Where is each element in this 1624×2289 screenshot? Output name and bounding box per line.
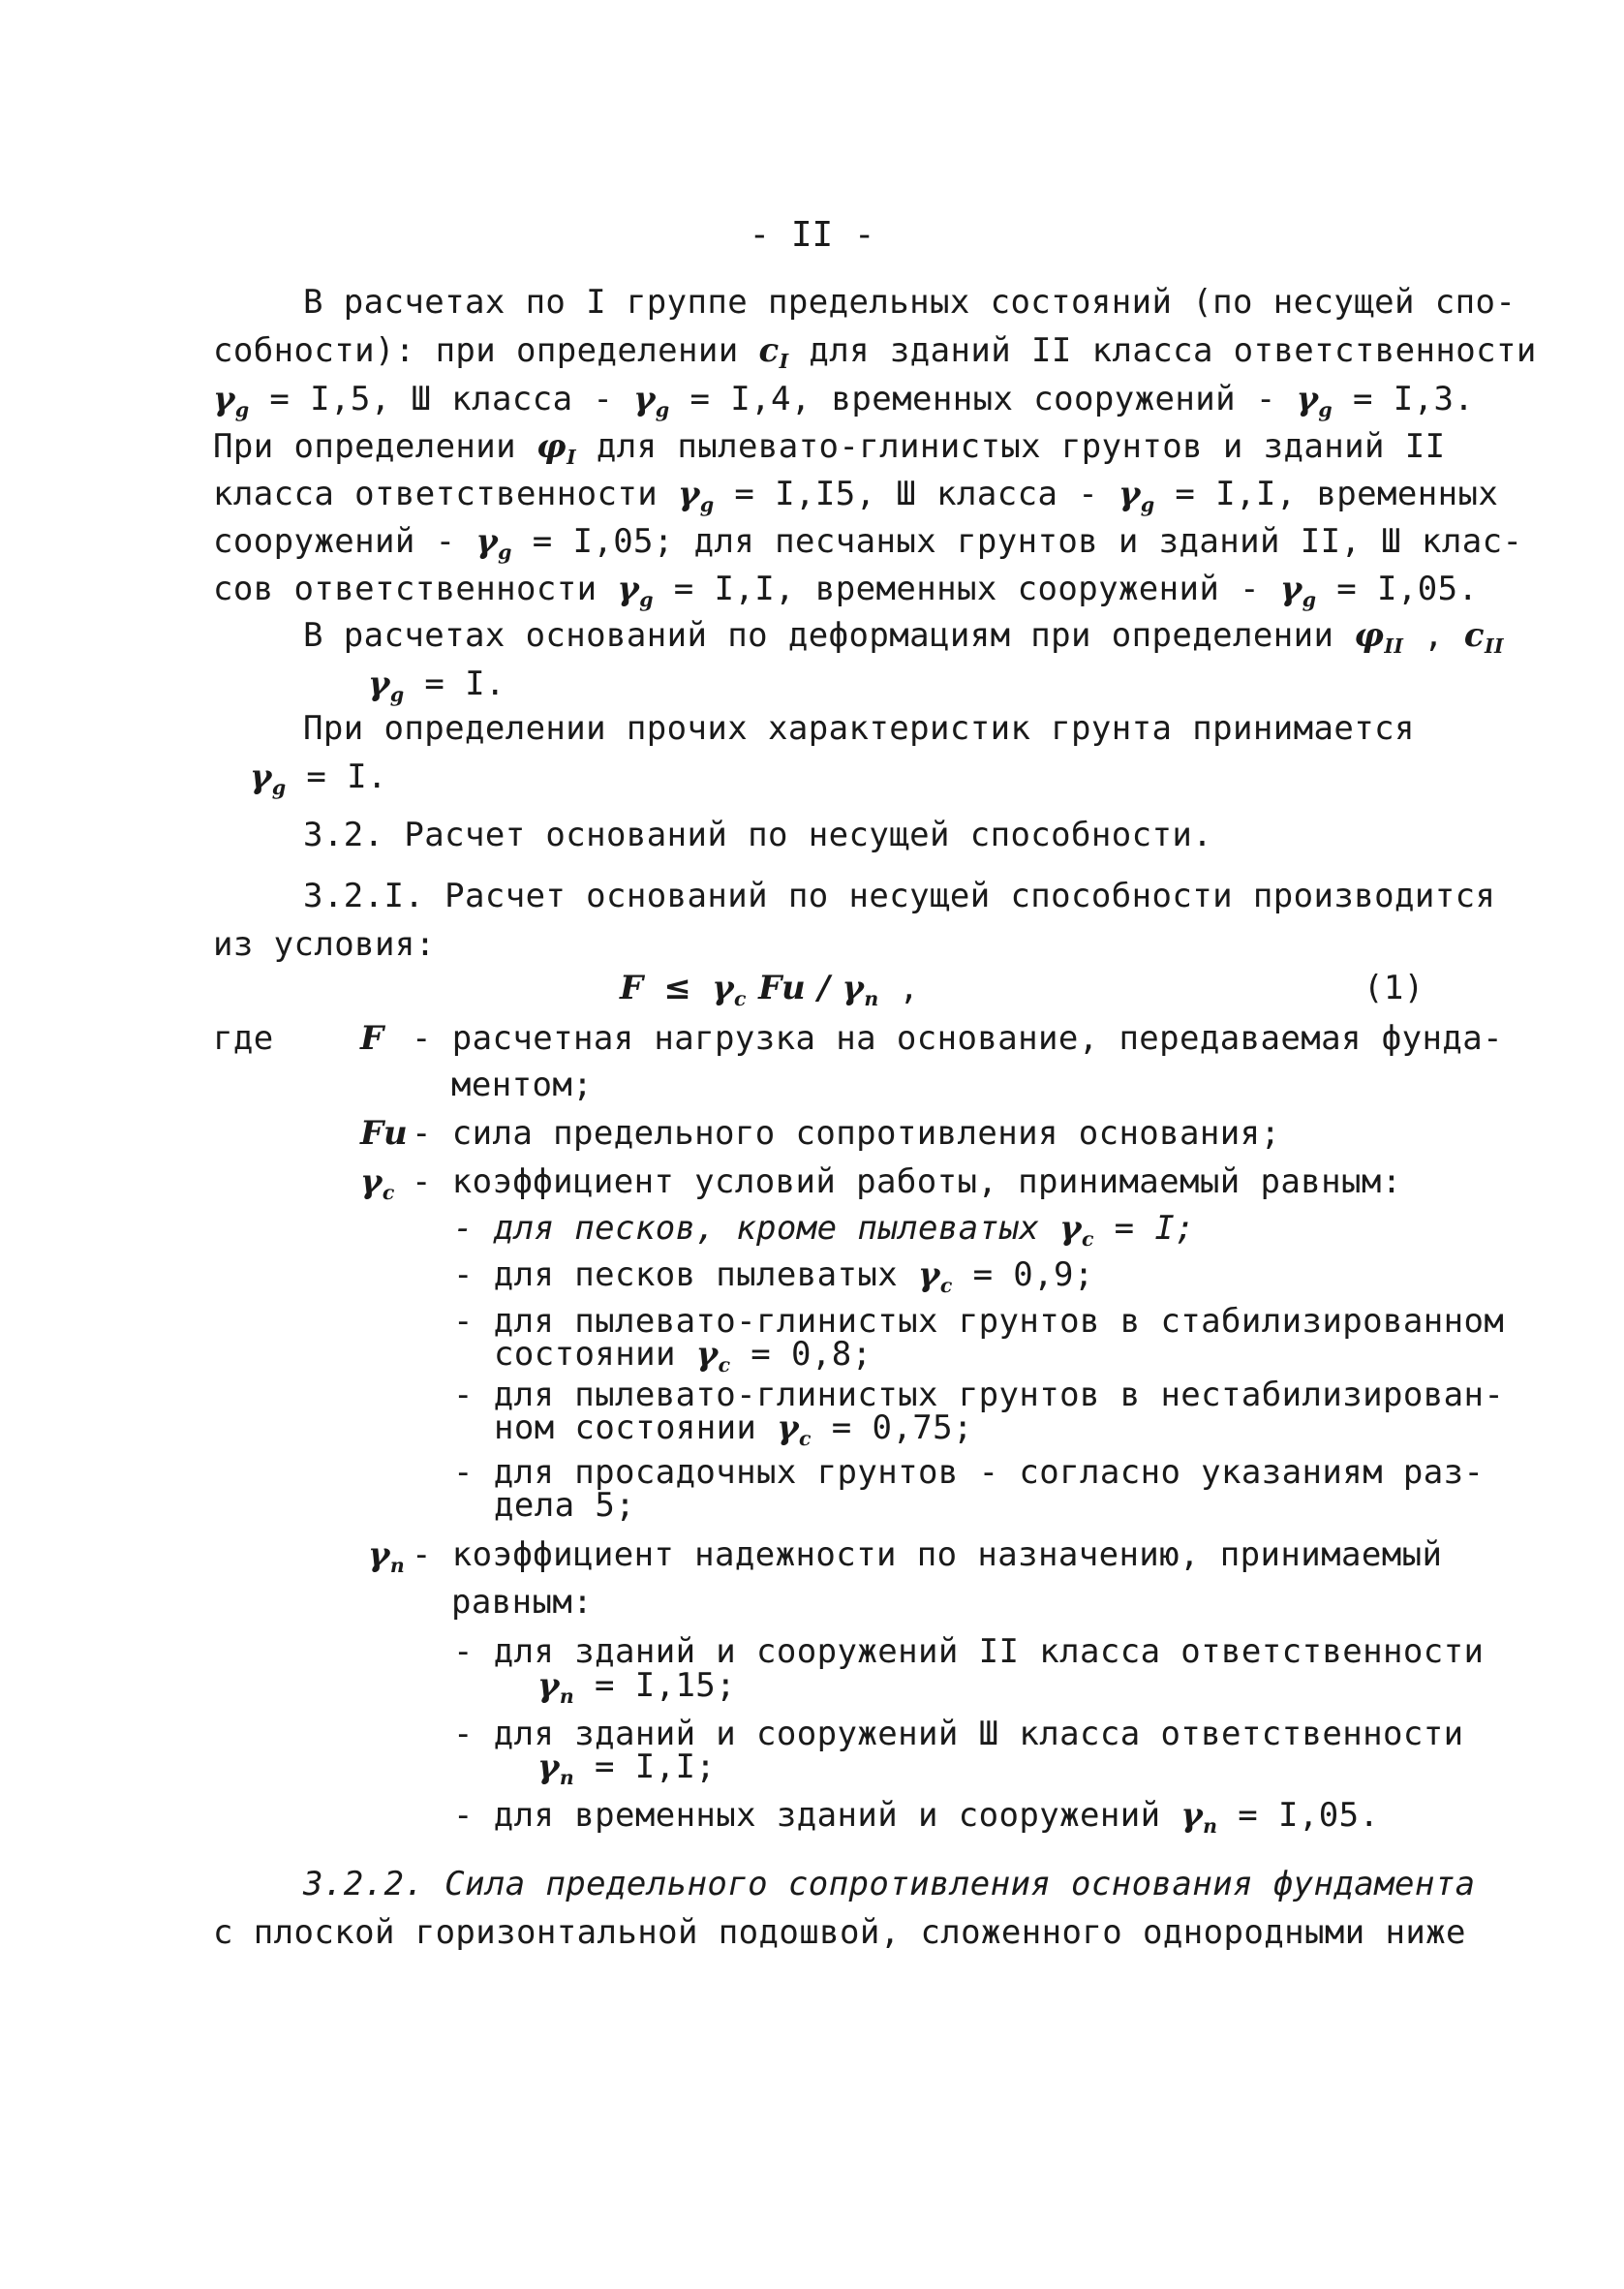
definition-text: - сила предельного сопротивления основания; — [412, 1114, 1281, 1153]
section-heading: 3.2. Расчет оснований по несущей способности. — [303, 816, 1213, 854]
definition-symbol: $\gamma_c$ — [360, 1162, 395, 1205]
list-item-continuation: $\gamma_n = I,15$; — [537, 1666, 737, 1709]
text-line: $\gamma_g = I,5$, Ш класса - $\gamma_g = I,4$, временных сооружений - $\gamma_g = I,3$. — [213, 380, 1475, 422]
list-item: - для временных зданий и сооружений $\gamma_n = I,05$. — [453, 1796, 1380, 1839]
text-line: В расчетах по I группе предельных состояний (по несущей спо- — [303, 283, 1517, 322]
text-line: из условия: — [213, 925, 436, 964]
list-item: - для пылевато-глинистых грунтов в нестабилизирован- — [453, 1376, 1505, 1414]
text-line: $\gamma_g = I$. — [250, 758, 387, 800]
list-item-continuation: состоянии $\gamma_c = 0,8$; — [494, 1335, 873, 1377]
text-line: При определении $\varphi_I$ для пылевато-глинистых грунтов и зданий II — [213, 427, 1446, 470]
text-line: сов ответственности $\gamma_g = I,I$, временных сооружений - $\gamma_g = I,05$. — [213, 570, 1479, 612]
where-label: где — [213, 1019, 274, 1058]
definition-text: - коэффициент условий работы, принимаемый равным: — [412, 1162, 1402, 1201]
text-line: В расчетах оснований по деформациям при определении $\varphi_{II}$ , $c_{II}$ — [303, 616, 1504, 659]
definition-text: - расчетная нагрузка на основание, передаваемая фунда- — [412, 1019, 1503, 1058]
formula: $F \le \gamma_c$ Fu / $\gamma_n$ , — [620, 969, 920, 1011]
list-item: - для зданий и сооружений Ш класса ответственности — [453, 1715, 1464, 1753]
list-item: - для песков, кроме пылеватых $\gamma_c = I$; — [453, 1209, 1196, 1252]
text-line: 3.2.I. Расчет оснований по несущей способности производится — [303, 877, 1496, 915]
list-item-continuation: $\gamma_n = I,I$; — [537, 1748, 717, 1790]
list-item: - для песков пылеватых $\gamma_c = 0,9$; — [453, 1255, 1094, 1298]
list-item: - для зданий и сооружений II класса ответственности — [453, 1632, 1485, 1671]
list-item: - для пылевато-глинистых грунтов в стабилизированном — [453, 1302, 1505, 1341]
definition-text: равным: — [451, 1583, 594, 1622]
text-line: собности): при определении $c_I$ для зданий II класса ответственности — [213, 331, 1537, 374]
definition-text: ментом; — [451, 1066, 594, 1104]
paragraph-line: с плоской горизонтальной подошвой, сложенного однородными ниже — [213, 1913, 1466, 1952]
definition-symbol: F — [360, 1019, 384, 1058]
definition-symbol: $\gamma_n$ — [368, 1535, 406, 1578]
list-item-continuation: ном состоянии $\gamma_c = 0,75$; — [494, 1408, 973, 1451]
text-line: сооружений - $\gamma_g = I,05$; для песчаных грунтов и зданий II, Ш клас- — [213, 522, 1523, 565]
definition-text: - коэффициент надежности по назначению, принимаемый — [412, 1535, 1443, 1574]
text-line: $\gamma_g = I$. — [368, 665, 506, 707]
list-item-continuation: дела 5; — [494, 1486, 636, 1525]
text-line: При определении прочих характеристик грунта принимается — [303, 709, 1415, 748]
paragraph-line: 3.2.2. Сила предельного сопротивления основания фундамента — [303, 1865, 1476, 1903]
definition-symbol: Fu — [360, 1114, 409, 1153]
page-number: - II - — [749, 215, 875, 255]
formula-number: (1) — [1364, 969, 1425, 1007]
text-line: класса ответственности $\gamma_g = I,I5$, Ш класса - $\gamma_g = I,I$, временных — [213, 475, 1499, 517]
list-item: - для просадочных грунтов - согласно указаниям раз- — [453, 1453, 1485, 1492]
